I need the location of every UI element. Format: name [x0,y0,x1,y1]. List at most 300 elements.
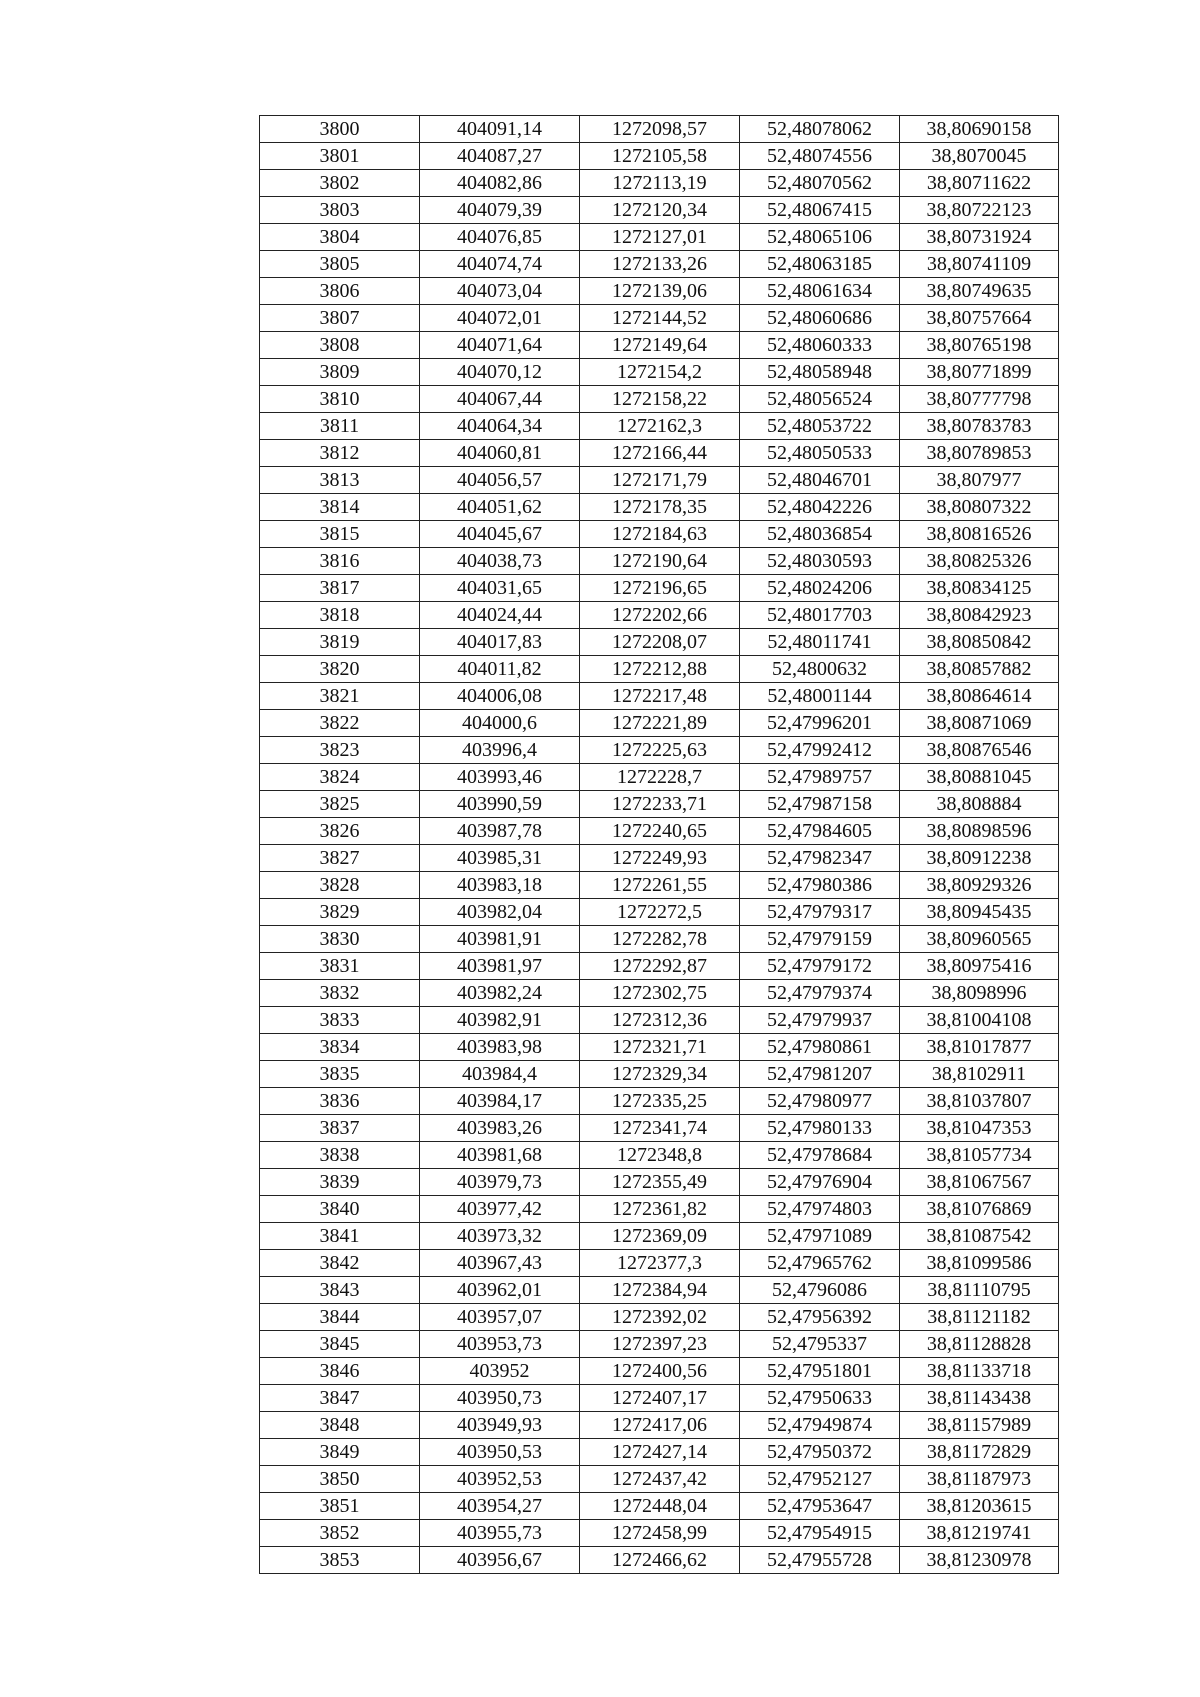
point-number-cell: 3823 [260,737,420,764]
longitude-cell: 38,80722123 [900,197,1059,224]
point-number-cell: 3820 [260,656,420,683]
latitude-cell: 52,48058948 [740,359,900,386]
table-row [260,170,1059,197]
y-coordinate-cell: 1272158,22 [580,386,740,413]
x-coordinate-cell: 403983,18 [420,872,580,899]
longitude-cell: 38,80871069 [900,710,1059,737]
table-row [260,386,1059,413]
y-coordinate-cell: 1272105,58 [580,143,740,170]
point-number-cell: 3812 [260,440,420,467]
point-number-cell: 3800 [260,116,420,143]
y-coordinate-cell: 1272249,93 [580,845,740,872]
table-row [260,440,1059,467]
latitude-cell: 52,47979159 [740,926,900,953]
y-coordinate-cell: 1272292,87 [580,953,740,980]
longitude-cell: 38,81017877 [900,1034,1059,1061]
y-coordinate-cell: 1272355,49 [580,1169,740,1196]
x-coordinate-cell: 403981,91 [420,926,580,953]
y-coordinate-cell: 1272228,7 [580,764,740,791]
latitude-cell: 52,47984605 [740,818,900,845]
x-coordinate-cell: 404024,44 [420,602,580,629]
x-coordinate-cell: 403949,93 [420,1412,580,1439]
y-coordinate-cell: 1272341,74 [580,1115,740,1142]
longitude-cell: 38,80857882 [900,656,1059,683]
y-coordinate-cell: 1272212,88 [580,656,740,683]
longitude-cell: 38,81110795 [900,1277,1059,1304]
latitude-cell: 52,47976904 [740,1169,900,1196]
table-row [260,1223,1059,1250]
table-row [260,926,1059,953]
point-number-cell: 3819 [260,629,420,656]
x-coordinate-cell: 403983,26 [420,1115,580,1142]
latitude-cell: 52,48017703 [740,602,900,629]
latitude-cell: 52,48024206 [740,575,900,602]
x-coordinate-cell: 403950,73 [420,1385,580,1412]
table-row [260,1520,1059,1547]
point-number-cell: 3840 [260,1196,420,1223]
x-coordinate-cell: 403957,07 [420,1304,580,1331]
point-number-cell: 3829 [260,899,420,926]
x-coordinate-cell: 403979,73 [420,1169,580,1196]
point-number-cell: 3815 [260,521,420,548]
point-number-cell: 3822 [260,710,420,737]
latitude-cell: 52,48078062 [740,116,900,143]
y-coordinate-cell: 1272302,75 [580,980,740,1007]
longitude-cell: 38,80741109 [900,251,1059,278]
table-row [260,1385,1059,1412]
table-row [260,1250,1059,1277]
point-number-cell: 3809 [260,359,420,386]
table-row [260,251,1059,278]
longitude-cell: 38,80842923 [900,602,1059,629]
latitude-cell: 52,47971089 [740,1223,900,1250]
latitude-cell: 52,48065106 [740,224,900,251]
latitude-cell: 52,48036854 [740,521,900,548]
latitude-cell: 52,47980861 [740,1034,900,1061]
y-coordinate-cell: 1272272,5 [580,899,740,926]
point-number-cell: 3834 [260,1034,420,1061]
y-coordinate-cell: 1272217,48 [580,683,740,710]
latitude-cell: 52,48061634 [740,278,900,305]
y-coordinate-cell: 1272166,44 [580,440,740,467]
table-row [260,1115,1059,1142]
x-coordinate-cell: 403990,59 [420,791,580,818]
x-coordinate-cell: 404079,39 [420,197,580,224]
x-coordinate-cell: 404011,82 [420,656,580,683]
longitude-cell: 38,80975416 [900,953,1059,980]
x-coordinate-cell: 403956,67 [420,1547,580,1574]
x-coordinate-cell: 404091,14 [420,116,580,143]
longitude-cell: 38,81047353 [900,1115,1059,1142]
table-row [260,683,1059,710]
x-coordinate-cell: 403962,01 [420,1277,580,1304]
coordinates-table-body [260,116,1059,1574]
latitude-cell: 52,47950372 [740,1439,900,1466]
longitude-cell: 38,81133718 [900,1358,1059,1385]
y-coordinate-cell: 1272120,34 [580,197,740,224]
table-row [260,224,1059,251]
table-row [260,1169,1059,1196]
y-coordinate-cell: 1272397,23 [580,1331,740,1358]
latitude-cell: 52,47951801 [740,1358,900,1385]
table-row [260,1439,1059,1466]
table-row [260,332,1059,359]
table-row [260,1358,1059,1385]
table-row [260,197,1059,224]
longitude-cell: 38,80807322 [900,494,1059,521]
point-number-cell: 3848 [260,1412,420,1439]
point-number-cell: 3821 [260,683,420,710]
table-row [260,764,1059,791]
x-coordinate-cell: 403981,68 [420,1142,580,1169]
point-number-cell: 3831 [260,953,420,980]
point-number-cell: 3843 [260,1277,420,1304]
longitude-cell: 38,81219741 [900,1520,1059,1547]
latitude-cell: 52,48063185 [740,251,900,278]
longitude-cell: 38,80816526 [900,521,1059,548]
y-coordinate-cell: 1272417,06 [580,1412,740,1439]
x-coordinate-cell: 403982,04 [420,899,580,926]
x-coordinate-cell: 404060,81 [420,440,580,467]
point-number-cell: 3818 [260,602,420,629]
point-number-cell: 3816 [260,548,420,575]
table-row [260,1466,1059,1493]
longitude-cell: 38,80749635 [900,278,1059,305]
longitude-cell: 38,80929326 [900,872,1059,899]
point-number-cell: 3810 [260,386,420,413]
table-row [260,845,1059,872]
x-coordinate-cell: 403996,4 [420,737,580,764]
point-number-cell: 3851 [260,1493,420,1520]
point-number-cell: 3803 [260,197,420,224]
table-row [260,1034,1059,1061]
point-number-cell: 3839 [260,1169,420,1196]
point-number-cell: 3826 [260,818,420,845]
latitude-cell: 52,47953647 [740,1493,900,1520]
longitude-cell: 38,8102911 [900,1061,1059,1088]
longitude-cell: 38,80789853 [900,440,1059,467]
longitude-cell: 38,81004108 [900,1007,1059,1034]
x-coordinate-cell: 403982,24 [420,980,580,1007]
latitude-cell: 52,47956392 [740,1304,900,1331]
longitude-cell: 38,80711622 [900,170,1059,197]
x-coordinate-cell: 403984,17 [420,1088,580,1115]
x-coordinate-cell: 404006,08 [420,683,580,710]
point-number-cell: 3837 [260,1115,420,1142]
table-row [260,1007,1059,1034]
table-row [260,278,1059,305]
x-coordinate-cell: 404076,85 [420,224,580,251]
x-coordinate-cell: 404087,27 [420,143,580,170]
point-number-cell: 3814 [260,494,420,521]
x-coordinate-cell: 403954,27 [420,1493,580,1520]
x-coordinate-cell: 404082,86 [420,170,580,197]
y-coordinate-cell: 1272261,55 [580,872,740,899]
y-coordinate-cell: 1272466,62 [580,1547,740,1574]
longitude-cell: 38,80898596 [900,818,1059,845]
table-row [260,1277,1059,1304]
latitude-cell: 52,48011741 [740,629,900,656]
y-coordinate-cell: 1272361,82 [580,1196,740,1223]
longitude-cell: 38,81143438 [900,1385,1059,1412]
longitude-cell: 38,8070045 [900,143,1059,170]
latitude-cell: 52,47980977 [740,1088,900,1115]
point-number-cell: 3853 [260,1547,420,1574]
y-coordinate-cell: 1272400,56 [580,1358,740,1385]
longitude-cell: 38,81067567 [900,1169,1059,1196]
x-coordinate-cell: 404056,57 [420,467,580,494]
latitude-cell: 52,47965762 [740,1250,900,1277]
table-row [260,1088,1059,1115]
latitude-cell: 52,48056524 [740,386,900,413]
longitude-cell: 38,80765198 [900,332,1059,359]
x-coordinate-cell: 403981,97 [420,953,580,980]
point-number-cell: 3844 [260,1304,420,1331]
point-number-cell: 3813 [260,467,420,494]
longitude-cell: 38,81037807 [900,1088,1059,1115]
point-number-cell: 3838 [260,1142,420,1169]
table-row [260,1412,1059,1439]
table-row [260,548,1059,575]
x-coordinate-cell: 403950,53 [420,1439,580,1466]
y-coordinate-cell: 1272127,01 [580,224,740,251]
longitude-cell: 38,80771899 [900,359,1059,386]
y-coordinate-cell: 1272184,63 [580,521,740,548]
longitude-cell: 38,81157989 [900,1412,1059,1439]
longitude-cell: 38,80757664 [900,305,1059,332]
longitude-cell: 38,80825326 [900,548,1059,575]
table-row [260,1493,1059,1520]
y-coordinate-cell: 1272377,3 [580,1250,740,1277]
latitude-cell: 52,47992412 [740,737,900,764]
point-number-cell: 3804 [260,224,420,251]
table-row [260,791,1059,818]
point-number-cell: 3805 [260,251,420,278]
y-coordinate-cell: 1272321,71 [580,1034,740,1061]
x-coordinate-cell: 404067,44 [420,386,580,413]
table-row [260,1331,1059,1358]
latitude-cell: 52,48053722 [740,413,900,440]
x-coordinate-cell: 403984,4 [420,1061,580,1088]
table-row [260,413,1059,440]
x-coordinate-cell: 403983,98 [420,1034,580,1061]
latitude-cell: 52,47982347 [740,845,900,872]
longitude-cell: 38,80864614 [900,683,1059,710]
x-coordinate-cell: 404045,67 [420,521,580,548]
point-number-cell: 3832 [260,980,420,1007]
latitude-cell: 52,48074556 [740,143,900,170]
latitude-cell: 52,47979937 [740,1007,900,1034]
y-coordinate-cell: 1272196,65 [580,575,740,602]
x-coordinate-cell: 403973,32 [420,1223,580,1250]
table-row [260,818,1059,845]
x-coordinate-cell: 404031,65 [420,575,580,602]
y-coordinate-cell: 1272139,06 [580,278,740,305]
table-row [260,494,1059,521]
point-number-cell: 3824 [260,764,420,791]
table-row [260,656,1059,683]
y-coordinate-cell: 1272437,42 [580,1466,740,1493]
x-coordinate-cell: 404070,12 [420,359,580,386]
y-coordinate-cell: 1272113,19 [580,170,740,197]
point-number-cell: 3836 [260,1088,420,1115]
latitude-cell: 52,47974803 [740,1196,900,1223]
x-coordinate-cell: 403955,73 [420,1520,580,1547]
x-coordinate-cell: 404000,6 [420,710,580,737]
longitude-cell: 38,80783783 [900,413,1059,440]
latitude-cell: 52,47980386 [740,872,900,899]
longitude-cell: 38,8098996 [900,980,1059,1007]
y-coordinate-cell: 1272369,09 [580,1223,740,1250]
y-coordinate-cell: 1272458,99 [580,1520,740,1547]
longitude-cell: 38,80876546 [900,737,1059,764]
longitude-cell: 38,808884 [900,791,1059,818]
table-row [260,1304,1059,1331]
table-row [260,305,1059,332]
table-row [260,953,1059,980]
table-row [260,737,1059,764]
y-coordinate-cell: 1272329,34 [580,1061,740,1088]
y-coordinate-cell: 1272348,8 [580,1142,740,1169]
table-row [260,1142,1059,1169]
y-coordinate-cell: 1272221,89 [580,710,740,737]
x-coordinate-cell: 403993,46 [420,764,580,791]
longitude-cell: 38,80881045 [900,764,1059,791]
latitude-cell: 52,47952127 [740,1466,900,1493]
longitude-cell: 38,81076869 [900,1196,1059,1223]
y-coordinate-cell: 1272384,94 [580,1277,740,1304]
y-coordinate-cell: 1272190,64 [580,548,740,575]
x-coordinate-cell: 404074,74 [420,251,580,278]
table-row [260,359,1059,386]
longitude-cell: 38,80690158 [900,116,1059,143]
latitude-cell: 52,47981207 [740,1061,900,1088]
latitude-cell: 52,47949874 [740,1412,900,1439]
x-coordinate-cell: 403967,43 [420,1250,580,1277]
latitude-cell: 52,48060333 [740,332,900,359]
latitude-cell: 52,47980133 [740,1115,900,1142]
x-coordinate-cell: 403977,42 [420,1196,580,1223]
point-number-cell: 3808 [260,332,420,359]
x-coordinate-cell: 403953,73 [420,1331,580,1358]
y-coordinate-cell: 1272154,2 [580,359,740,386]
table-row [260,116,1059,143]
table-row [260,575,1059,602]
y-coordinate-cell: 1272448,04 [580,1493,740,1520]
latitude-cell: 52,47950633 [740,1385,900,1412]
latitude-cell: 52,48067415 [740,197,900,224]
point-number-cell: 3827 [260,845,420,872]
latitude-cell: 52,48070562 [740,170,900,197]
point-number-cell: 3817 [260,575,420,602]
latitude-cell: 52,47987158 [740,791,900,818]
point-number-cell: 3806 [260,278,420,305]
y-coordinate-cell: 1272335,25 [580,1088,740,1115]
longitude-cell: 38,81057734 [900,1142,1059,1169]
table-row [260,143,1059,170]
x-coordinate-cell: 404072,01 [420,305,580,332]
longitude-cell: 38,80960565 [900,926,1059,953]
longitude-cell: 38,81121182 [900,1304,1059,1331]
point-number-cell: 3807 [260,305,420,332]
table-row [260,602,1059,629]
point-number-cell: 3847 [260,1385,420,1412]
point-number-cell: 3802 [260,170,420,197]
longitude-cell: 38,80850842 [900,629,1059,656]
table-row [260,521,1059,548]
x-coordinate-cell: 404064,34 [420,413,580,440]
table-row [260,629,1059,656]
x-coordinate-cell: 404071,64 [420,332,580,359]
longitude-cell: 38,81230978 [900,1547,1059,1574]
table-row [260,899,1059,926]
y-coordinate-cell: 1272144,52 [580,305,740,332]
y-coordinate-cell: 1272162,3 [580,413,740,440]
longitude-cell: 38,80945435 [900,899,1059,926]
longitude-cell: 38,80834125 [900,575,1059,602]
latitude-cell: 52,4796086 [740,1277,900,1304]
latitude-cell: 52,47979374 [740,980,900,1007]
x-coordinate-cell: 403952,53 [420,1466,580,1493]
y-coordinate-cell: 1272178,35 [580,494,740,521]
point-number-cell: 3842 [260,1250,420,1277]
x-coordinate-cell: 403985,31 [420,845,580,872]
latitude-cell: 52,47996201 [740,710,900,737]
point-number-cell: 3811 [260,413,420,440]
y-coordinate-cell: 1272282,78 [580,926,740,953]
x-coordinate-cell: 404017,83 [420,629,580,656]
y-coordinate-cell: 1272133,26 [580,251,740,278]
y-coordinate-cell: 1272208,07 [580,629,740,656]
coordinates-table [259,115,1059,1574]
y-coordinate-cell: 1272240,65 [580,818,740,845]
point-number-cell: 3841 [260,1223,420,1250]
table-row [260,980,1059,1007]
latitude-cell: 52,48001144 [740,683,900,710]
x-coordinate-cell: 404038,73 [420,548,580,575]
point-number-cell: 3846 [260,1358,420,1385]
y-coordinate-cell: 1272407,17 [580,1385,740,1412]
point-number-cell: 3833 [260,1007,420,1034]
y-coordinate-cell: 1272098,57 [580,116,740,143]
y-coordinate-cell: 1272225,63 [580,737,740,764]
y-coordinate-cell: 1272312,36 [580,1007,740,1034]
latitude-cell: 52,47954915 [740,1520,900,1547]
table-row [260,872,1059,899]
latitude-cell: 52,47978684 [740,1142,900,1169]
point-number-cell: 3849 [260,1439,420,1466]
point-number-cell: 3830 [260,926,420,953]
y-coordinate-cell: 1272171,79 [580,467,740,494]
latitude-cell: 52,47979172 [740,953,900,980]
longitude-cell: 38,81087542 [900,1223,1059,1250]
latitude-cell: 52,4795337 [740,1331,900,1358]
longitude-cell: 38,81128828 [900,1331,1059,1358]
longitude-cell: 38,81203615 [900,1493,1059,1520]
x-coordinate-cell: 404073,04 [420,278,580,305]
point-number-cell: 3801 [260,143,420,170]
latitude-cell: 52,48050533 [740,440,900,467]
x-coordinate-cell: 403952 [420,1358,580,1385]
latitude-cell: 52,47989757 [740,764,900,791]
point-number-cell: 3825 [260,791,420,818]
table-row [260,467,1059,494]
table-row [260,1547,1059,1574]
y-coordinate-cell: 1272202,66 [580,602,740,629]
latitude-cell: 52,48030593 [740,548,900,575]
y-coordinate-cell: 1272392,02 [580,1304,740,1331]
table-row [260,710,1059,737]
